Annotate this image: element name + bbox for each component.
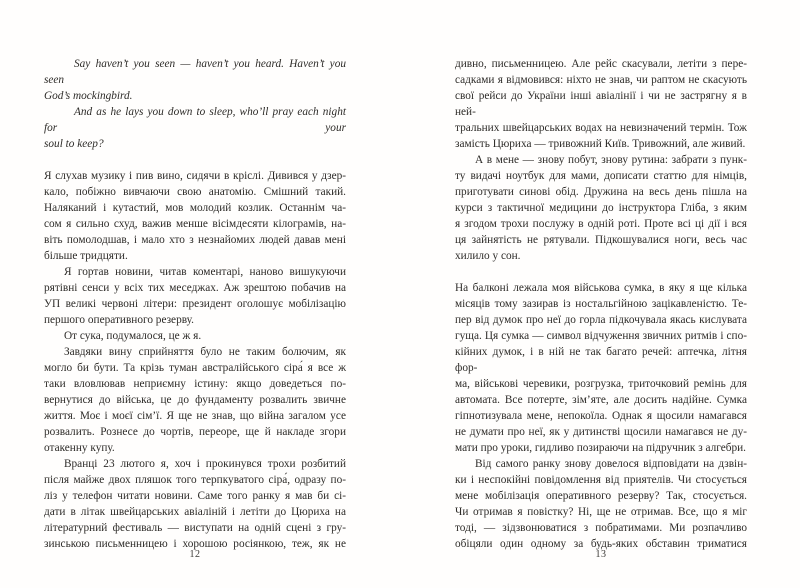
body-paragraph: [455, 280, 747, 456]
text-line: гуща. Ця сумка — символ відчуження звичних ритмів і спо-: [455, 330, 747, 342]
text-line: мати про уроки, гидливо позираючи на підручник з алгебри.: [455, 442, 747, 454]
text-line: хилило у сон.: [455, 250, 521, 262]
text-line: приготувати синові обід. Дружина на весь день пішла на: [455, 186, 747, 198]
text-line: Я слухав музику і пив вино, сидячи в кріслі. Дивився у дзер-: [44, 170, 346, 182]
text-line: мене мобілізація оперативного резерву? Так, стосується.: [455, 490, 747, 502]
body-paragraph: [44, 456, 346, 552]
text-line: Чи отримав я повістку? Ні, ще не отримав. Все, що я міг: [455, 506, 747, 518]
text-line: дивно, письменницею. Але рейс скасували, летіти з пере-: [455, 58, 747, 70]
body-paragraph: [455, 56, 747, 152]
text-line: Наляканий і кутастий, мов молодий козлик. Останнім ча-: [44, 202, 346, 214]
text-line: кало, побіжно вивчаючи свою анатомію. Смішний такий.: [44, 186, 346, 198]
text-line: після майже двох пляшок того терпкуватого сіра́, одразу по-: [44, 474, 346, 486]
text-line: літературний фестиваль — виступати на одній сцені з гру-: [44, 522, 346, 534]
text-line: God’s mockingbird.: [44, 90, 133, 102]
text-line: замість Цюриха — тривожний Київ. Тривожний, але живий.: [455, 138, 746, 150]
text-line: soul to keep?: [44, 138, 104, 150]
text-line: місяців тому зазирав із ностальгійною зацікавленістю. Те-: [455, 298, 747, 310]
text-line: УП великі червоні літери: президент оголошує мобілізацію: [44, 298, 346, 310]
text-line: зинською письменницею і хорошою росіянкою, теж, як не: [44, 538, 346, 550]
body-paragraph: [455, 456, 747, 552]
page-number: 13: [595, 549, 607, 560]
text-line: От сука, подумалося, це ж я.: [64, 330, 202, 342]
text-line: автомата. Все потерте, зім’яте, але досить надійне. Сумка: [455, 394, 747, 406]
body-paragraph: [44, 168, 346, 264]
text-line: пер від думок про неї до горла підкочувала якась кислувата: [455, 314, 747, 326]
text-line: курси з тактичної медицини до інструктора Гліба, з яким: [455, 202, 747, 214]
text-line: віть помолодшав, і мало хто з незнайомих людей давав мені: [44, 234, 346, 246]
text-line: Я гортав новини, читав коментарі, наново вишукуючи: [64, 266, 346, 278]
body-paragraph: [44, 264, 346, 328]
text-line: Вранці 23 лютого я, хоч і прокинувся трохи розбитий: [64, 458, 346, 470]
text-line: На балконі лежала моя військова сумка, в яку я ще кілька: [455, 282, 747, 294]
text-line: Завдяки вину сприйняття було не таким болючим, як: [64, 346, 346, 358]
text-line: ма, військові черевики, розгрузка, триточковий ремінь для: [455, 378, 747, 390]
text-line: обіцяли один одному за будь-яких обставин триматися: [455, 538, 747, 550]
text-line: дати в літак швейцарських авіаліній і летіти до Цюриха на: [44, 506, 346, 518]
page-left-text: [44, 56, 346, 552]
body-paragraph: [44, 328, 346, 344]
page-right-text: [455, 56, 747, 552]
text-line: А в мене — знову побут, знову рутина: забрати з пунк-: [475, 154, 747, 166]
body-paragraph: [44, 344, 346, 456]
text-line: більше тридцяти.: [44, 250, 128, 262]
text-line: розвалить. Рознесе до чортів, переоре, ще й накладе згори: [44, 426, 346, 438]
text-line: я згодом трохи послужу в одній роті. Проте всі ці дії і вся: [455, 218, 747, 230]
text-line: ки і неспокійні повідомлення від приятелів. Чи стосується: [455, 474, 747, 486]
text-line: Від самого ранку знову довелося відповідати на дзвін-: [475, 458, 747, 470]
text-line: могло би бути. Та крізь туман австралійського сіра́ я все ж: [44, 362, 346, 374]
text-line: вернутися до війська, це до фундаменту розвалить звичне: [44, 394, 346, 406]
epigraph-paragraph: [44, 104, 346, 152]
text-line: тральних швейцарських водах на невизначений термін. Тож: [455, 122, 747, 134]
text-line: кійних думок, і в ній не так багато речей: аптечка, літня фор-: [455, 346, 747, 374]
text-line: рятівні сенси у всіх тих меседжах. Аж зрештою побачив на: [44, 282, 346, 294]
text-line: ця зайнятість не рятували. Підкошувалися ноги, весь час: [455, 234, 747, 246]
epigraph-paragraph: [44, 56, 346, 104]
text-line: життя. Моє і моєї сім’ї. Я ще не знав, що війна загалом усе: [44, 410, 346, 422]
text-line: не думати про неї, як у дитинстві щосили намагався не ду-: [455, 426, 747, 438]
text-line: гіпнотизувала мене, непокоїла. Однак я щосили намагався: [455, 410, 747, 422]
text-line: And as he lays you down to sleep, who’ll pray each night for your: [44, 106, 346, 134]
text-line: таки вловлював неприємну істину: якщо доведеться по-: [44, 378, 346, 390]
text-line: тоді, — зідзвонюватися з побратимами. Ми розпачливо: [455, 522, 747, 534]
text-line: ліз у телефон читати новини. Саме того ранку я мав би сі-: [44, 490, 346, 502]
page-right: [400, 0, 800, 588]
text-line: свої рейси до України інші авіалінії і чи не застрягну я в ней-: [455, 90, 747, 118]
text-line: отакенну купу.: [44, 442, 115, 454]
text-line: ту видачі ноутбук для мами, дописати статтю для німців,: [455, 170, 747, 182]
page-number: 12: [189, 549, 201, 560]
text-line: першого оперативного резерву.: [44, 314, 195, 326]
body-paragraph: [455, 152, 747, 264]
text-line: Say haven’t you seen — haven’t you heard. Haven’t you seen: [44, 58, 346, 86]
text-line: садками я відмовився: ніхто не знав, чи раптом не скасують: [455, 74, 747, 86]
text-line: сом я сильно схуд, важив менше вісімдесяти кілограмів, на-: [44, 218, 346, 230]
